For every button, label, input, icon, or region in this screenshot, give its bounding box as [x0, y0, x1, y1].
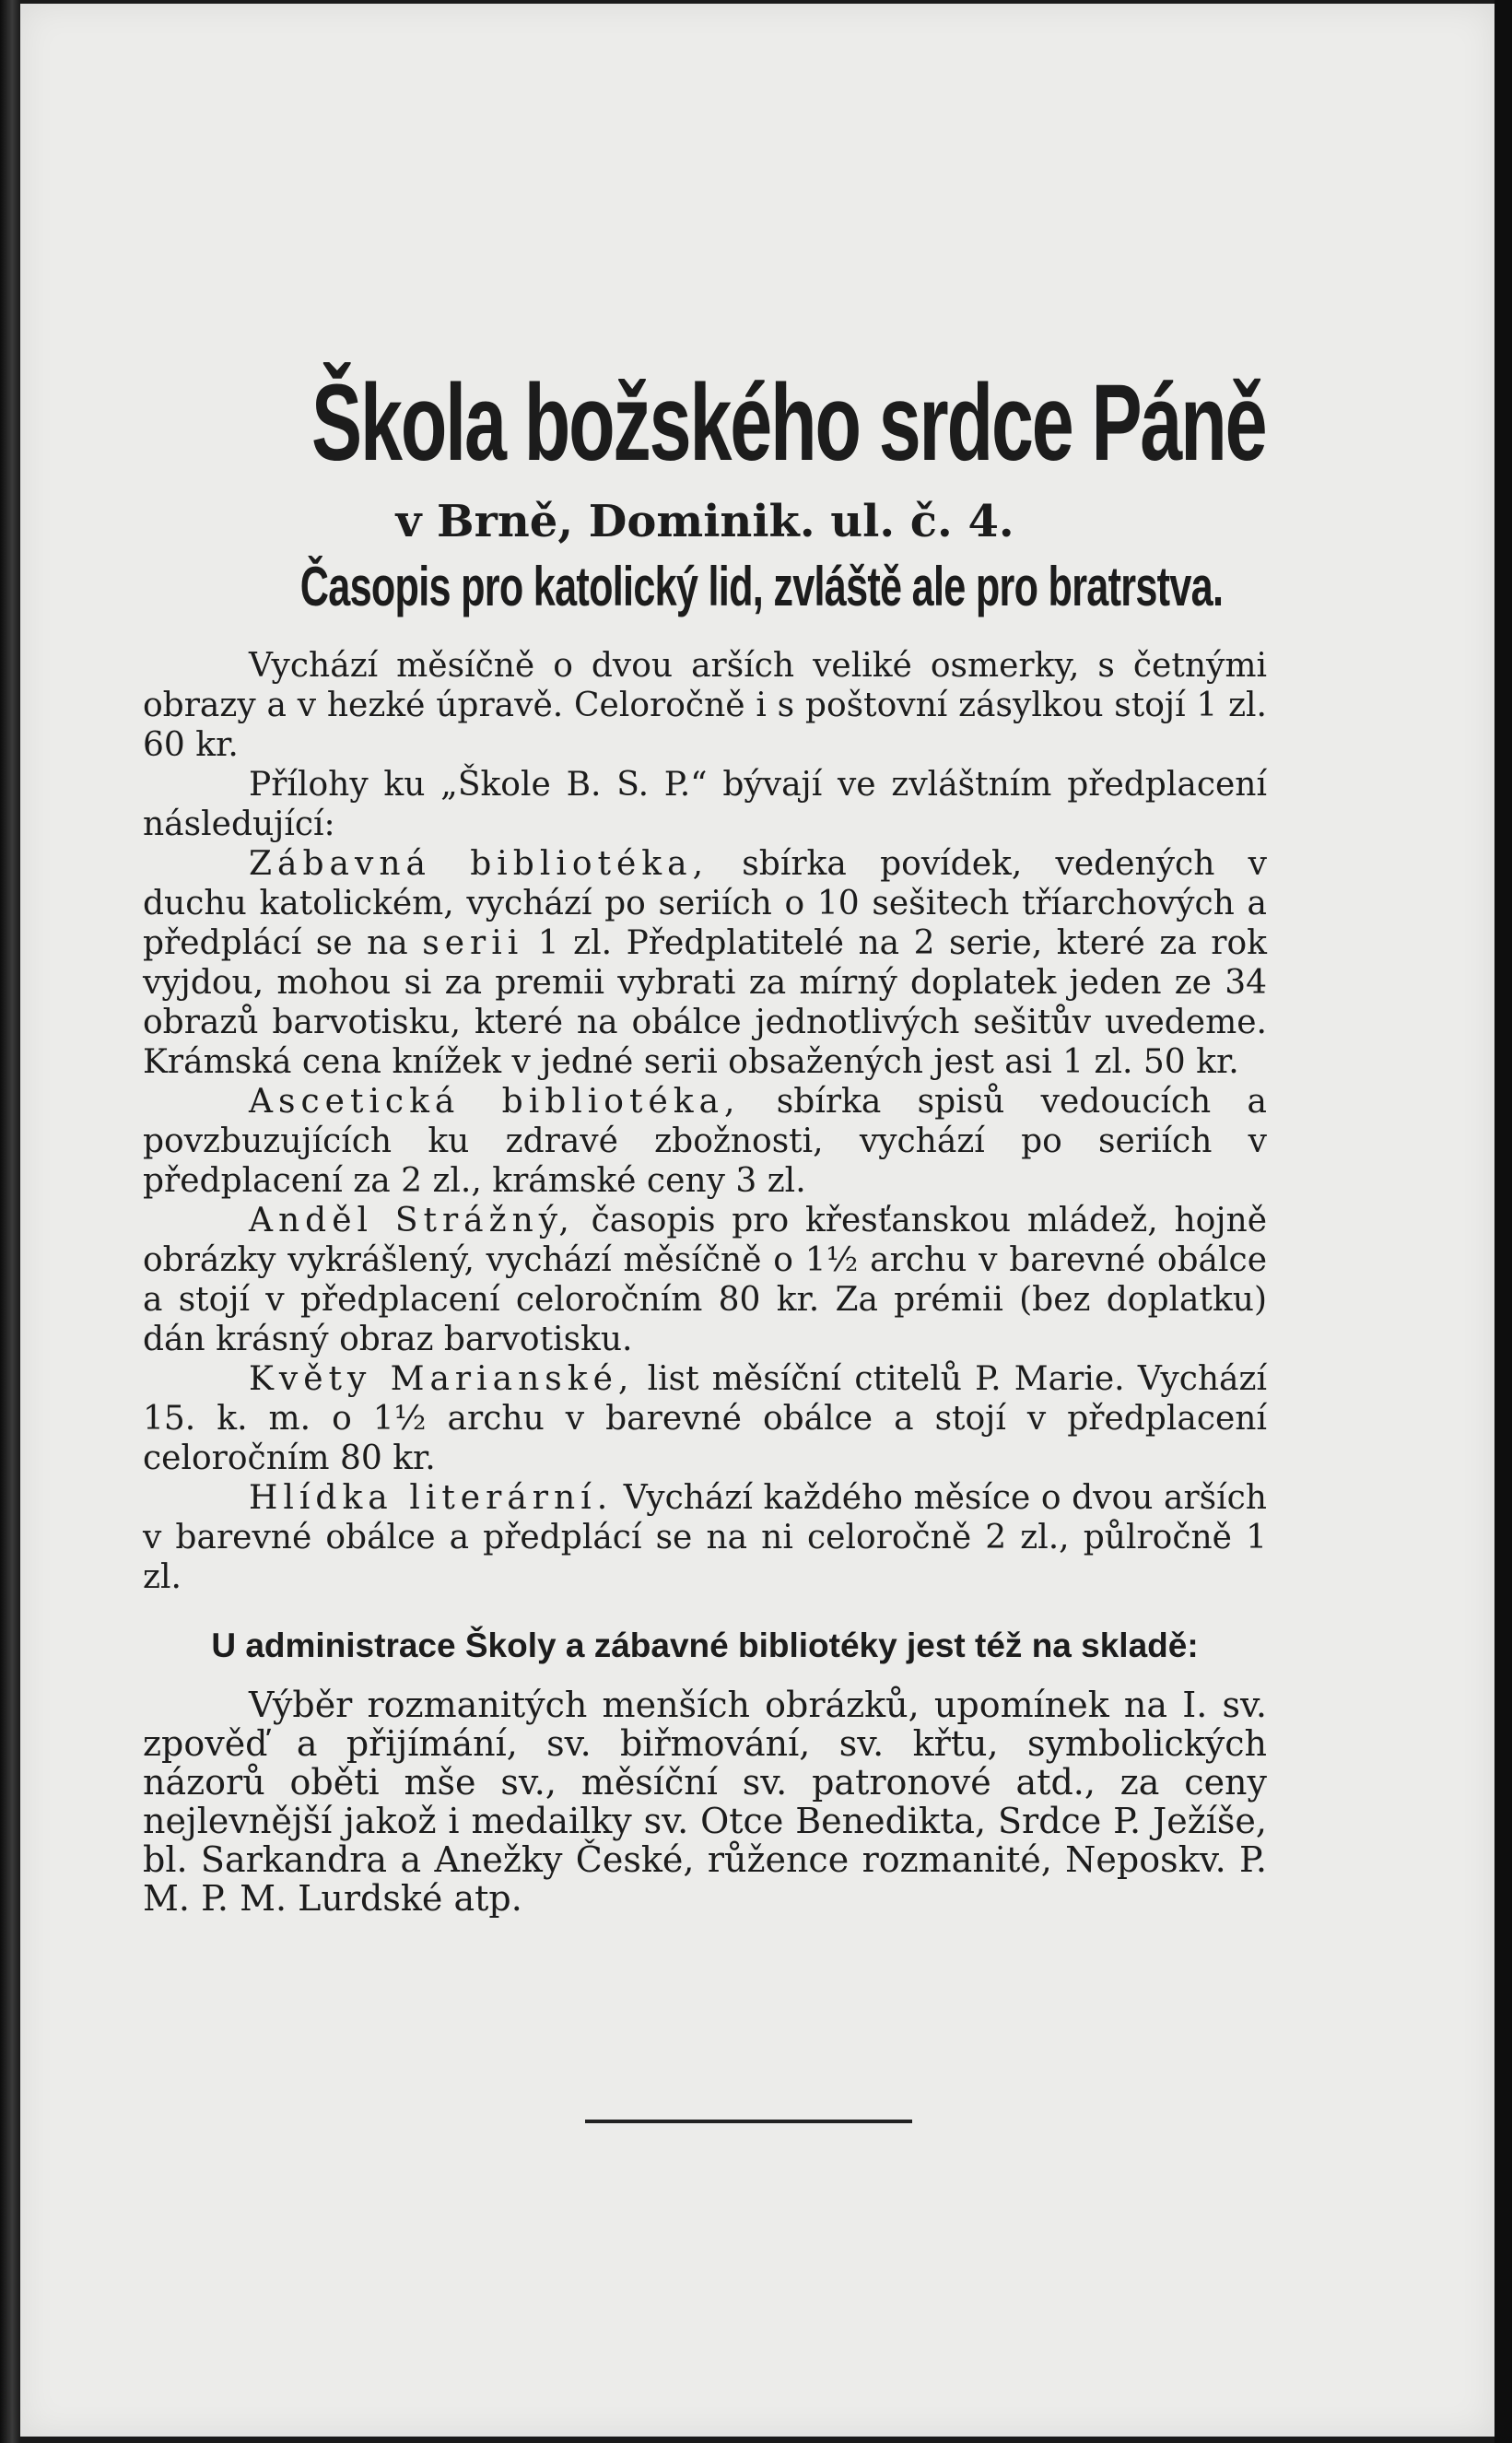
kvety-paragraph — [143, 1359, 1267, 1478]
intro-paragraph: Vychází měsíčně o dvou arších veliké osmerky, s četnými obrazy a v hezké úpravě. Celoročně i s poštovní zásylkou stojí 1 zl. 60 kr. — [143, 647, 1267, 764]
andel-name: Anděl Strážný, — [249, 1202, 575, 1239]
ascetic-name: Ascetická bibliotéka, — [249, 1083, 741, 1121]
address-subtitle: v Brně, Dominik. ul. č. 4. — [395, 496, 1014, 547]
kvety-name: Květy Marianské, — [249, 1360, 635, 1398]
zabavna-serie: serii — [422, 924, 524, 962]
stock-paragraph: Výběr rozmanitých menších obrázků, upomínek na I. sv. zpověď a přijímání, sv. biřmování, sv. křtu, symbolických názorů oběti mše sv., měsíční sv. patronové atd., za ceny nejlevnější jakož i medailky sv. Otce Benedikta, Srdce P. Ježíše, bl. Sarkandra a Anežky České, růžence rozmanité, Neposkv. P. M. P. M. Lurdské atp. — [143, 1685, 1267, 1919]
ascetic-paragraph — [143, 1082, 1267, 1201]
closing-rule — [585, 2120, 912, 2123]
zabavna-paragraph — [143, 844, 1267, 1082]
andel-text: časopis pro křesťanskou mládež, hojně obrázky vykrášlený, vychází měsíčně o 1½ archu v barevné obálce a stojí v předplacení celoročním 80 kr. Za prémii (bez doplatku) dán krásný obraz barvotisku. — [143, 1202, 1267, 1358]
zabavna-text: sbírka povídek, vedených v duchu katolickém, vychází po seriích o 10 sešitech tříarchových a předplácí se na — [143, 845, 1268, 962]
document-content — [143, 362, 1268, 1919]
stock-text — [143, 1685, 1267, 1918]
andel-paragraph — [143, 1201, 1267, 1359]
hlidka-paragraph — [143, 1478, 1267, 1597]
kvety-text: list měsíční ctitelů P. Marie. Vychází 15. k. m. o 1½ archu v barevné obálce a stojí v předplacení celoročním 80 kr. — [143, 1360, 1267, 1477]
page-title: Škola božského srdce Páně — [311, 362, 1266, 484]
section-heading: U administrace Školy a zábavné bibliotéky jest též na skladě: — [211, 1627, 1199, 1664]
hlidka-name: Hlídka literární. — [249, 1479, 614, 1517]
ascetic-text: sbírka spisů vedoucích a povzbuzujících ku zdravé zbožnosti, vychází po seriích v předplacení za 2 zl., krámské ceny 3 zl. — [143, 1083, 1267, 1200]
body-text — [143, 646, 1267, 1597]
hlidka-text: Vychází každého měsíce o dvou arších v barevné obálce a předplácí se na ni celoročně 2 zl., půlročně 1 zl. — [143, 1479, 1267, 1596]
tagline: Časopis pro katolický lid, zvláště ale pro bratrstva. — [299, 556, 1224, 617]
zabavna-name: Zábavná bibliotéka, — [249, 845, 709, 883]
scan-left-edge — [0, 0, 20, 2443]
supplements-paragraph: Přílohy ku „Škole B. S. P.“ bývají ve zvláštním předplacení následující: — [143, 766, 1267, 843]
zabavna-text2: 1 zl. Předplatitelé na 2 serie, které za rok vyjdou, mohou si za premii vybrati za mírný doplatek jeden ze 34 obrazů barvotisku, které na obálce jednotlivých sešitův uvedeme. Krámská cena knížek v jedné serii obsažených jest asi 1 zl. 50 kr. — [143, 924, 1267, 1081]
scan-right-edge — [1494, 0, 1512, 2443]
